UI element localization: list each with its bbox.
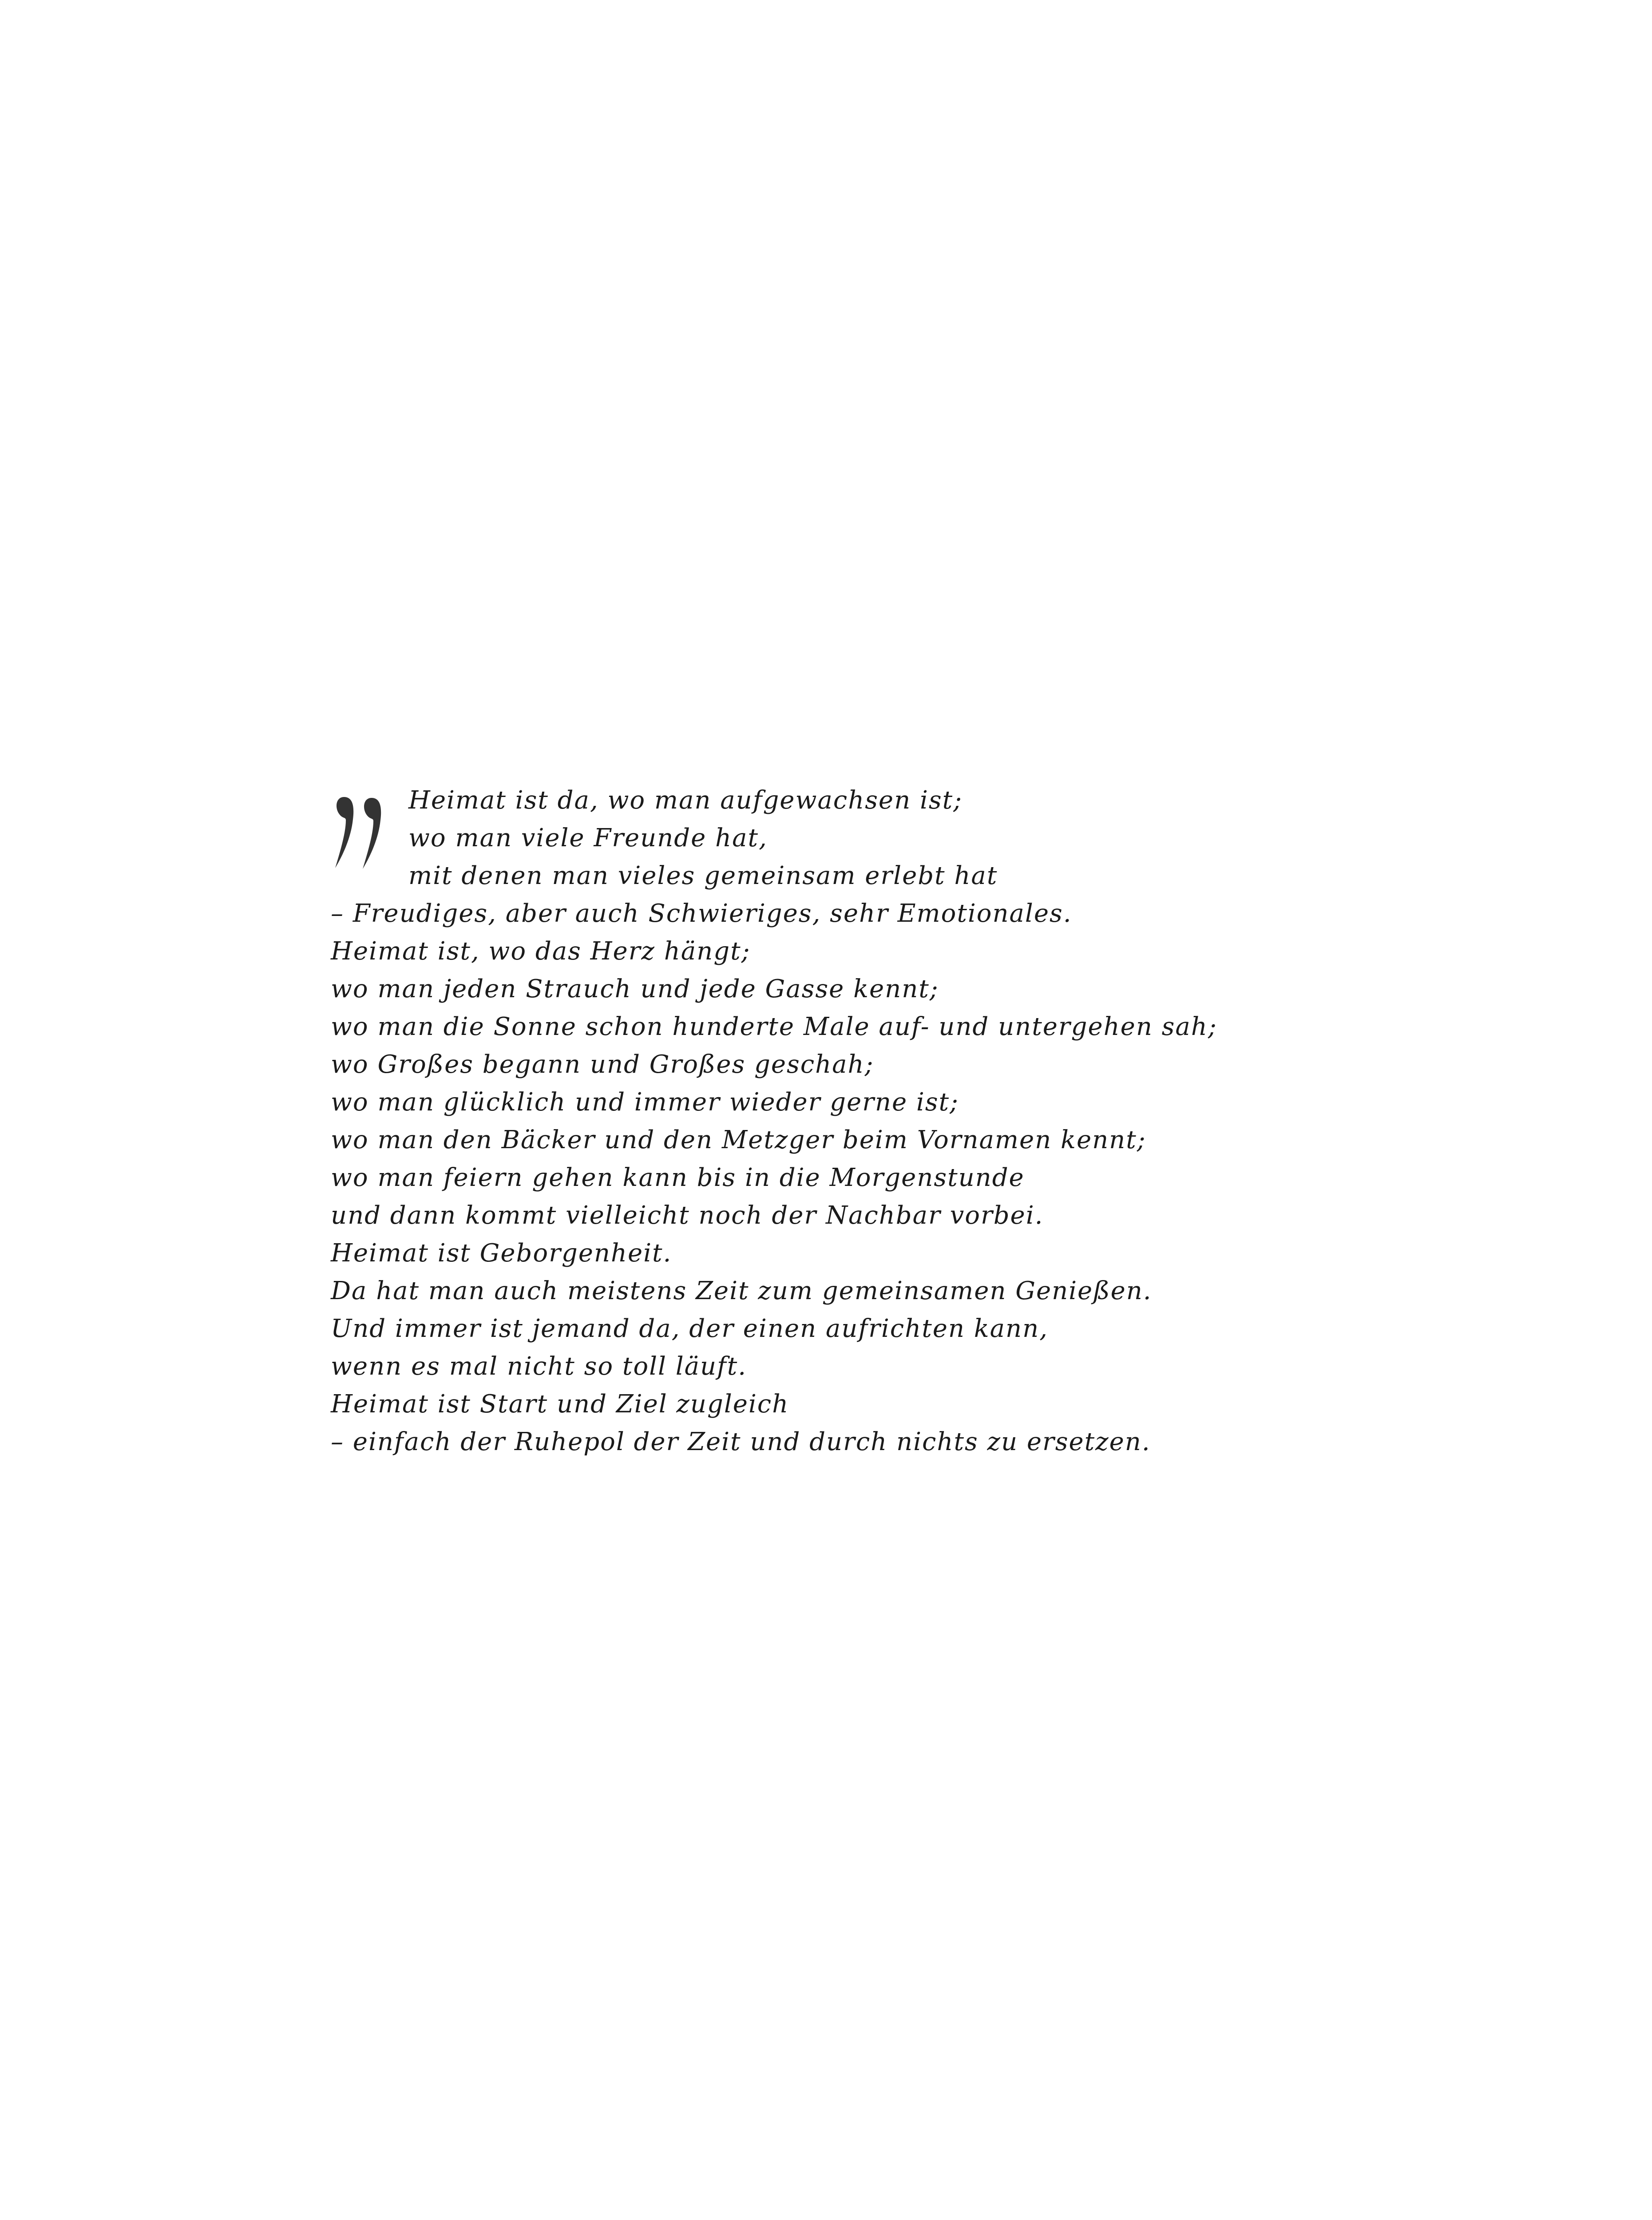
poem-line: wo Großes begann und Großes geschah; [331, 1050, 874, 1079]
poem-line: wo man viele Freunde hat, [408, 824, 768, 852]
poem-line: wenn es mal nicht so toll läuft. [331, 1352, 747, 1381]
poem-line: und dann kommt vielleicht noch der Nachbar vorbei. [331, 1201, 1044, 1230]
poem-line: wo man den Bäcker und den Metzger beim Vornamen kennt; [331, 1126, 1146, 1154]
poem-line: Und immer ist jemand da, der einen aufrichten kann, [331, 1314, 1048, 1343]
poem-line: mit denen man vieles gemeinsam erlebt hat [408, 861, 998, 890]
poem-line: Heimat ist Start und Ziel zugleich [331, 1390, 789, 1419]
poem-line: wo man jeden Strauch und jede Gasse kennt; [331, 975, 939, 1003]
poem-line: Heimat ist Geborgenheit. [331, 1239, 672, 1268]
poem-line: Heimat ist, wo das Herz hängt; [331, 937, 751, 966]
poem-line: – einfach der Ruhepol der Zeit und durch nichts zu ersetzen. [331, 1427, 1151, 1456]
poem-text [331, 781, 1565, 1461]
poem-line: wo man feiern gehen kann bis in die Morgenstunde [331, 1163, 1025, 1192]
poem-line: wo man glücklich und immer wieder gerne ist; [331, 1088, 959, 1117]
poem-line: – Freudiges, aber auch Schwieriges, sehr Emotionales. [331, 899, 1072, 928]
poem-line: Da hat man auch meistens Zeit zum gemeinsamen Genießen. [331, 1276, 1152, 1305]
poem-line: wo man die Sonne schon hunderte Male auf- und untergehen sah; [331, 1012, 1217, 1041]
poem-line: Heimat ist da, wo man aufgewachsen ist; [408, 786, 963, 815]
